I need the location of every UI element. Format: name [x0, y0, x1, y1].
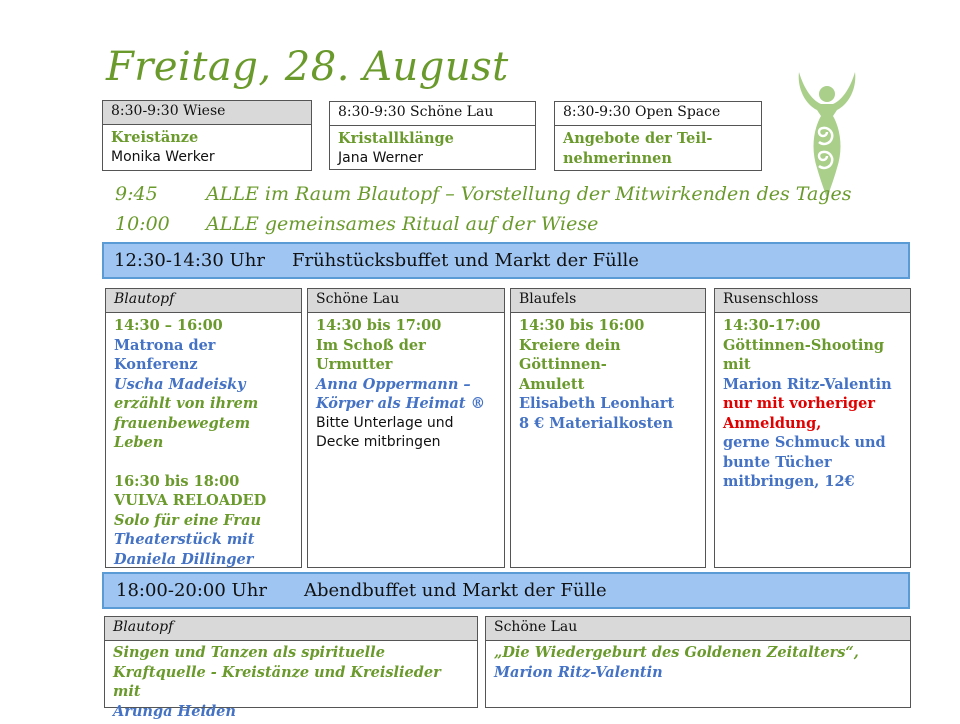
session-line: Körper als Heimat ® — [316, 395, 486, 412]
session-line: „Die Wiedergeburt des Goldenen Zeitalters“, — [494, 644, 859, 661]
session-line: Kraftquelle - Kreistänze und Kreislieder mit — [113, 663, 441, 700]
schedule-text: ALLE gemeinsames Ritual auf der Wiese — [206, 213, 599, 235]
band-text: Abendbuffet und Markt der Fülle — [304, 580, 607, 601]
box-header: Rusenschloss — [715, 289, 910, 313]
schedule-text: ALLE im Raum Blautopf – Vorstellung der Mitwirkenden des Tages — [206, 183, 852, 205]
session-title: Kreistänze — [111, 129, 199, 146]
session-title-2: nehmerinnen — [563, 149, 672, 167]
goddess-spiral-icon — [793, 70, 861, 200]
session-line: bunte Tücher — [723, 453, 832, 471]
band-time: 12:30-14:30 Uhr — [114, 250, 265, 271]
afternoon-box-blautopf — [105, 288, 302, 568]
box-header: Blaufels — [511, 289, 705, 313]
morning-box-open-space — [554, 101, 762, 171]
session-line: Matrona der — [114, 336, 216, 354]
session-line: Kreiere dein Göttinnen- — [519, 336, 621, 373]
morning-box-wiese — [102, 100, 312, 171]
session-time: 14:30-17:00 — [723, 317, 821, 334]
session-line: Singen und Tanzen als spirituelle — [113, 644, 385, 661]
session-line: 8 € Materialkosten — [519, 414, 674, 432]
evening-box-blautopf — [104, 616, 478, 720]
session-title: Kristallklänge — [338, 130, 454, 147]
session-line: mitbringen, 12€ — [723, 473, 855, 490]
session-line: Uscha Madeisky — [114, 375, 246, 393]
band-breakfast — [102, 242, 910, 279]
session-line: Marion Ritz-Valentin — [494, 663, 663, 681]
session-line: Theaterstück mit — [114, 531, 255, 548]
session-line: Im Schoß der — [316, 336, 426, 354]
session-line: Daniela Dillinger — [114, 550, 254, 568]
session-title-1: Angebote der Teil- — [563, 130, 713, 147]
box-header: 8:30-9:30 Wiese — [103, 101, 311, 125]
session-line: Elisabeth Leonhart — [519, 395, 675, 412]
session-line: erzählt von ihrem — [114, 395, 259, 412]
session-line: frauenbewegtem Leben — [114, 414, 251, 451]
session-line: Urmutter — [316, 356, 393, 373]
schedule-time: 9:45 — [115, 183, 158, 205]
session-line: gerne Schmuck und — [723, 434, 886, 451]
session-time: 14:30 bis 16:00 — [519, 317, 645, 334]
morning-box-schoene-lau — [329, 101, 536, 170]
evening-box-schoene-lau — [485, 616, 911, 708]
afternoon-box-rusenschloss — [714, 288, 911, 568]
session-time: 14:30 bis 17:00 — [316, 317, 442, 334]
box-header: 8:30-9:30 Open Space — [555, 102, 761, 126]
box-header: Blautopf — [106, 289, 301, 313]
session-note: Decke mitbringen — [316, 434, 441, 450]
session-line: Amulett — [519, 375, 585, 393]
session-line: Göttinnen-Shooting — [723, 336, 885, 354]
session-line: Anna Oppermann – — [316, 375, 471, 393]
session-person: Monika Werker — [111, 148, 215, 165]
session-person: Jana Werner — [338, 149, 423, 166]
session-line: Konferenz — [114, 356, 198, 373]
band-time: 18:00-20:00 Uhr — [116, 580, 267, 601]
box-header: Schöne Lau — [308, 289, 504, 313]
schedule-time: 10:00 — [115, 213, 170, 235]
session-line: VULVA RELOADED — [114, 492, 267, 509]
session-warning: nur mit vorheriger — [723, 395, 876, 412]
band-text: Frühstücksbuffet und Markt der Fülle — [292, 250, 639, 271]
session-line: Solo für eine Frau — [114, 511, 262, 529]
afternoon-box-schoene-lau — [307, 288, 505, 568]
session-line: Arunga Heiden — [113, 702, 236, 720]
box-header: 8:30-9:30 Schöne Lau — [330, 102, 535, 126]
session-note: Bitte Unterlage und — [316, 414, 454, 431]
session-line: Marion Ritz-Valentin — [723, 375, 892, 393]
box-header: Schöne Lau — [486, 617, 910, 641]
session-warning: Anmeldung, — [723, 414, 822, 432]
band-dinner — [102, 572, 910, 609]
afternoon-box-blaufels — [510, 288, 706, 568]
box-header: Blautopf — [105, 617, 477, 641]
page-title: Freitag, 28. August — [106, 44, 509, 90]
session-line: mit — [723, 356, 751, 373]
session-time: 16:30 bis 18:00 — [114, 472, 240, 490]
session-time: 14:30 – 16:00 — [114, 317, 223, 334]
